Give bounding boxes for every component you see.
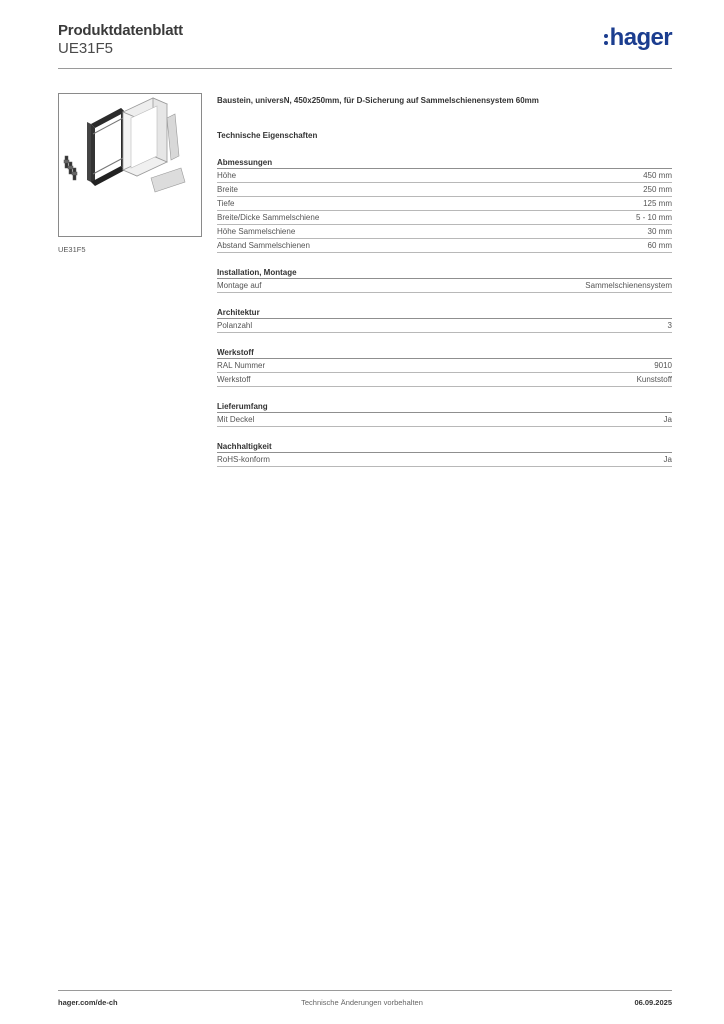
group-title: Lieferumfang — [217, 401, 672, 413]
property-group — [217, 347, 672, 387]
property-row — [217, 279, 672, 293]
property-value: Ja — [663, 455, 672, 464]
property-row — [217, 453, 672, 467]
property-value: 3 — [667, 321, 672, 330]
property-value: 125 mm — [643, 199, 672, 208]
property-label: Tiefe — [217, 199, 235, 208]
property-group — [217, 441, 672, 467]
logo-dots-icon — [604, 34, 608, 45]
property-row — [217, 197, 672, 211]
footer-website[interactable]: hager.com/de-ch — [58, 998, 118, 1007]
group-title: Installation, Montage — [217, 267, 672, 279]
product-illustration — [59, 94, 201, 236]
property-row — [217, 169, 672, 183]
section-title: Technische Eigenschaften — [217, 131, 318, 140]
footer-notice: Technische Änderungen vorbehalten — [301, 998, 423, 1007]
group-title: Abmessungen — [217, 157, 672, 169]
property-row — [217, 319, 672, 333]
group-title: Nachhaltigkeit — [217, 441, 672, 453]
property-row — [217, 413, 672, 427]
product-title: Baustein, universN, 450x250mm, für D-Sicherung auf Sammelschienensystem 60mm — [217, 96, 539, 105]
group-title: Architektur — [217, 307, 672, 319]
property-label: Abstand Sammelschienen — [217, 241, 310, 250]
property-label: Polanzahl — [217, 321, 253, 330]
property-label: Montage auf — [217, 281, 262, 290]
page-header — [58, 20, 672, 70]
product-details — [217, 96, 672, 467]
property-value: Ja — [663, 415, 672, 424]
property-row — [217, 373, 672, 387]
property-value: 250 mm — [643, 185, 672, 194]
logo-text: hager — [609, 24, 672, 51]
hager-logo — [604, 26, 672, 50]
property-value: 30 mm — [647, 227, 672, 236]
product-image — [58, 93, 202, 237]
property-group — [217, 157, 672, 253]
property-group — [217, 307, 672, 333]
property-row — [217, 183, 672, 197]
property-label: Höhe — [217, 171, 237, 180]
property-value: 5 - 10 mm — [635, 213, 672, 222]
property-groups — [217, 157, 672, 467]
property-group — [217, 401, 672, 427]
property-value: Sammelschienensystem — [585, 281, 672, 290]
footer-date: 06.09.2025 — [634, 998, 672, 1007]
property-row — [217, 225, 672, 239]
footer-divider — [58, 990, 672, 991]
property-row — [217, 359, 672, 373]
property-label: Breite — [217, 185, 238, 194]
property-label: Höhe Sammelschiene — [217, 227, 296, 236]
property-row — [217, 211, 672, 225]
property-row — [217, 239, 672, 253]
image-caption: UE31F5 — [58, 245, 86, 254]
property-label: RAL Nummer — [217, 361, 266, 370]
property-value: 60 mm — [647, 241, 672, 250]
property-group — [217, 267, 672, 293]
header-divider — [58, 68, 672, 69]
document-type: Produktdatenblatt — [58, 22, 183, 39]
property-value: Kunststoff — [636, 375, 672, 384]
property-label: Werkstoff — [217, 375, 251, 384]
property-label: Breite/Dicke Sammelschiene — [217, 213, 320, 222]
property-label: RoHS-konform — [217, 455, 270, 464]
property-label: Mit Deckel — [217, 415, 255, 424]
group-title: Werkstoff — [217, 347, 672, 359]
product-code: UE31F5 — [58, 40, 114, 57]
property-value: 9010 — [654, 361, 672, 370]
property-value: 450 mm — [643, 171, 672, 180]
